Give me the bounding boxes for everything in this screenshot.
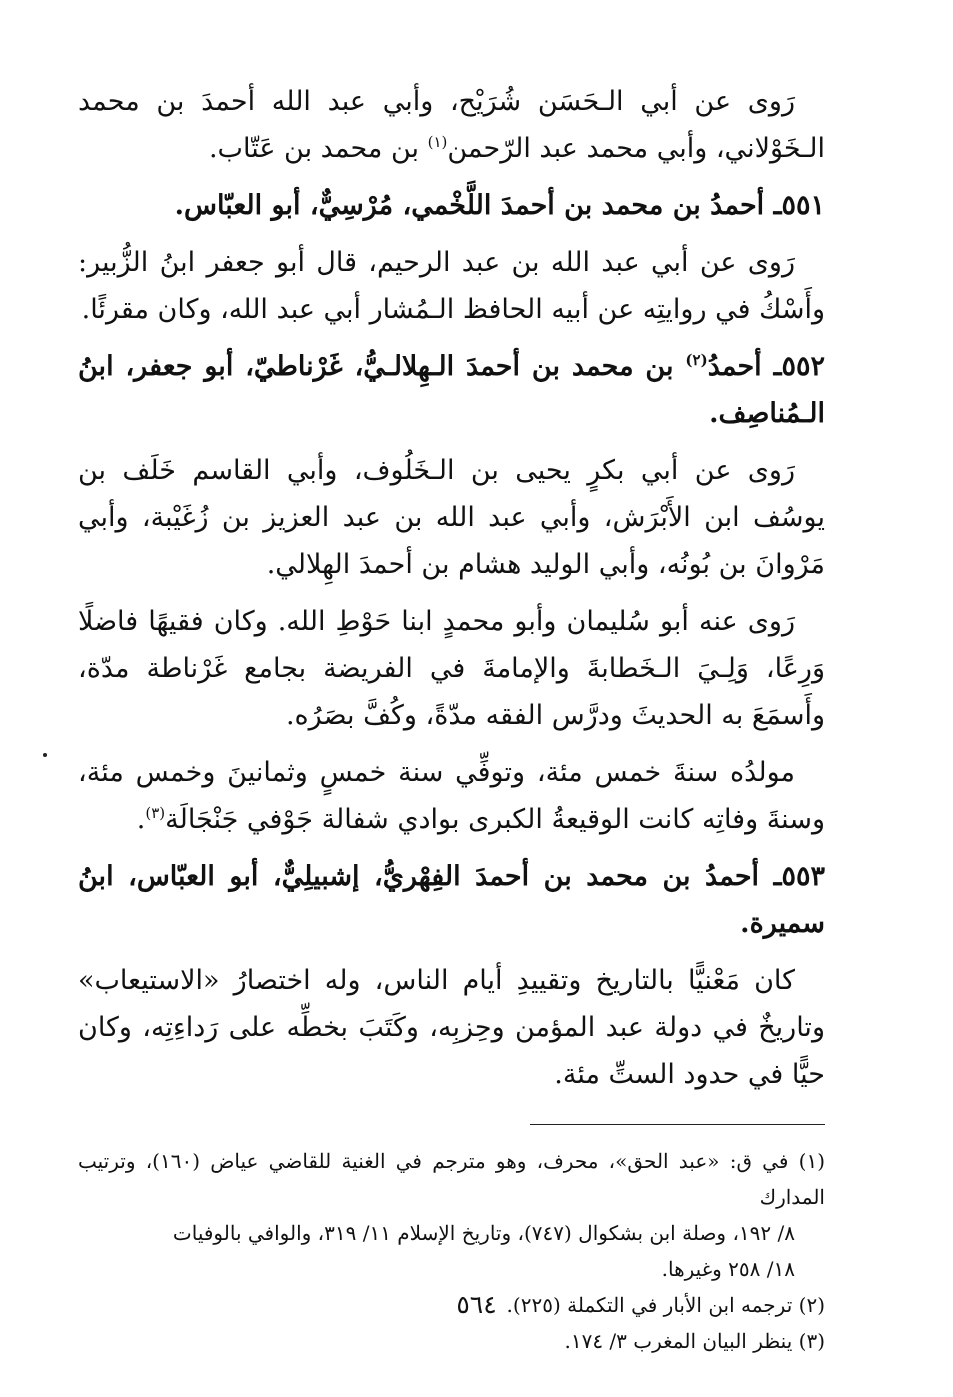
footnotes (78, 1143, 825, 1359)
paragraph-narration-6: كان مَعْنيًّا بالتاريخ وتقييدِ أيام الناس، وله اختصارُ «الاستيعاب» وتاريخٌ في دولة عبد المؤمن وحِزبِه، وكَتَبَ بخطِّه على رَداءِتِه، وكان حيًّا في حدود الستِّ مئة. (78, 965, 825, 1090)
paragraph-narration-5: مولدُه سنةَ خمس مئة، وتوفِّي سنة خمسٍ وثمانينَ وخمس مئة، وسنةَ وفاتِه كانت الوقيعةُ الكبرى بوادي شفالة جَوْفي جَنْجَالَة$^{(٣)}$. (78, 757, 825, 835)
entry-number: ٥٥٣ـ (773, 861, 825, 892)
footnote-divider (530, 1124, 825, 1125)
entry-heading-553: ٥٥٣ـ أحمدُ بن محمد بن أحمدَ الفِهْريُّ، إشبيلِيٌّ، أبو العبّاس، ابنُ سميرة. (78, 861, 825, 939)
footnote-1-continued: ٨/ ١٩٢، وصلة ابن بشكوال (٧٤٧)، وتاريخ الإسلام ١١/ ٣١٩، والوافي بالوفيات (172, 1221, 795, 1245)
footnote-3: (٣) ينظر البيان المغرب ٣/ ١٧٤. (564, 1329, 825, 1353)
footnote-1: (١) في ق: «عبد الحق»، محرف، وهو مترجم في الغنية للقاضي عياض (١٦٠)، وترتيب المدارك (78, 1149, 825, 1209)
main-text (78, 78, 825, 1098)
footnote-1-continued-2: ١٨/ ٢٥٨ وغيرها. (661, 1257, 795, 1281)
entry-heading-551: ٥٥١ـ أحمدُ بن محمد بن أحمدَ اللَّخْمي، مُرْسِيٌّ، أبو العبّاس. (174, 190, 825, 221)
paragraph-narration-2: رَوى عن أبي عبد الله بن عبد الرحيم، قال أبو جعفر ابنُ الزُّبير: وأَسْكُ في روايتِه عن أبيه الحافظ الـمُشار أبي عبد الله، وكان مقرئًا. (78, 247, 825, 325)
paragraph-narration-1: رَوى عن أبي الـحَسَن شُرَيْح، وأبي عبد الله أحمدَ بن محمد الـخَوْلاني، وأبي محمد عبد الرّحمن$^{(١)}$ بن محمد بن عَتّاب. (78, 86, 825, 164)
entry-number: ٥٥١ـ (773, 190, 825, 221)
paragraph-narration-4: رَوى عنه أبو سُليمان وأبو محمدٍ ابنا حَوْطِ الله. وكان فقيهًا فاضلًا وَرِعًا، وَلِـيَ الـخَطابةَ والإمامةَ في الفريضة بجامع غَرْناطة مدّة، وأَسمَعَ به الحديثَ ودرَّس الفقه مدّةً، وكُفَّ بصَرُه. (78, 606, 825, 731)
footnote-ref-2[interactable]: (٢) (685, 351, 708, 369)
footnote-2: (٢) ترجمه ابن الأبار في التكملة (٢٢٥). (506, 1293, 825, 1317)
entry-heading-552: ٥٥٢ـ أحمدُ$^{(٢)}$ بن محمد بن أحمدَ الـهِلالـيُّ، غَرْناطيّ، أبو جعفر، ابنُ الـمُناصِف. (78, 351, 825, 429)
scan-speck (43, 753, 47, 757)
entry-number: ٥٥٢ـ (773, 351, 825, 382)
footnote-ref-1[interactable]: (١) (427, 133, 448, 151)
page-number: ٥٦٤ (456, 1290, 497, 1319)
paragraph-narration-3: رَوى عن أبي بكرٍ يحيى بن الـخَلُوف، وأبي القاسم خَلَف بن يوسُف ابن الأَبْرَش، وأبي عبد الله بن عبد العزيز بن زُغَيْبة، وأبي مَرْوانَ بن بُونُه، وأبي الوليد هشام بن أحمدَ الهِلالي. (78, 455, 825, 580)
footnote-ref-3[interactable]: (٣) (145, 804, 166, 822)
